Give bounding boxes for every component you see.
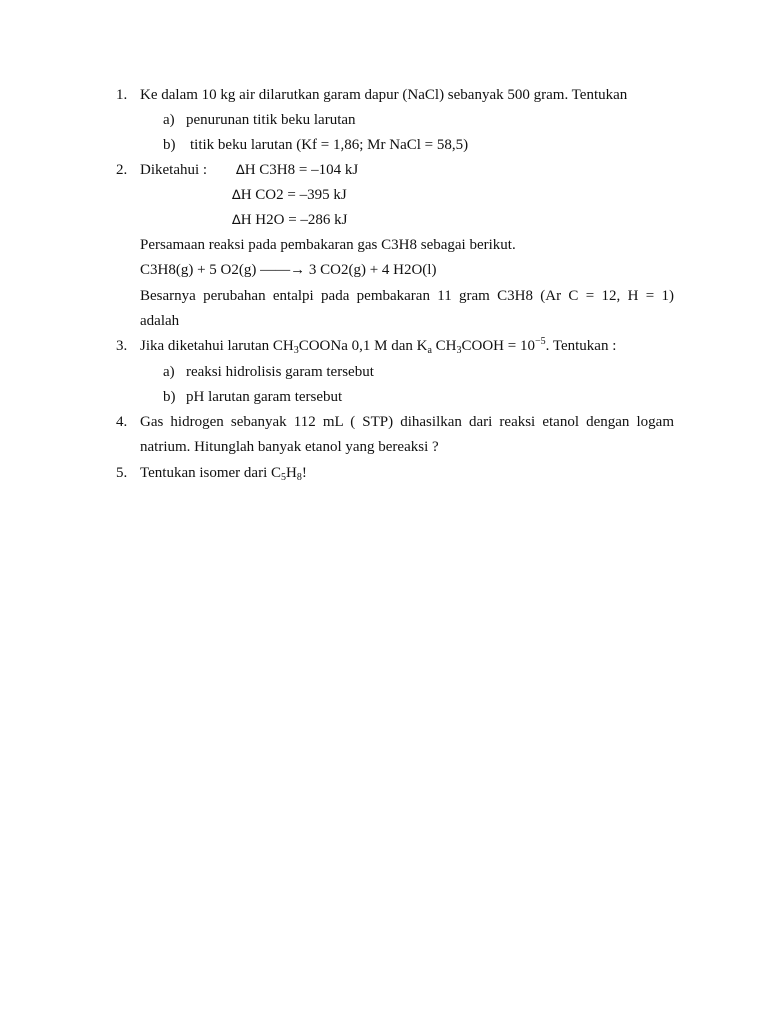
delta-icon: ∆ [232, 213, 241, 228]
q1-item-a-letter: a) [163, 112, 175, 128]
q1-item-a-text: penurunan titik beku larutan [186, 112, 356, 128]
q1-item-b-text: titik beku larutan (Kf = 1,86; Mr NaCl = 58,5) [190, 137, 469, 153]
delta-icon: ∆ [232, 188, 241, 203]
q2-question-line1: Besarnya perubahan entalpi pada pembakaran 11 gram C3H8 (Ar C = 12, H = 1) [140, 288, 674, 304]
q1-item-b-letter: b) [163, 137, 176, 153]
q3-text: Jika diketahui larutan $CH_3COONa$ 0,1 M dan $K_a$ $CH_3COOH = 10^{-5}$. Tentukan : [140, 336, 617, 356]
q3-number: 3. [116, 338, 128, 354]
q2-intro: Persamaan reaksi pada pembakaran gas C3H8 sebagai berikut. [140, 237, 516, 253]
q3-item-b-text: pH larutan garam tersebut [186, 389, 343, 405]
q1-text: Ke dalam 10 kg air dilarutkan garam dapur (NaCl) sebanyak 500 gram. Tentukan [140, 87, 628, 103]
q3-item-b-letter: b) [163, 389, 176, 405]
q2-enthalpy-co2: ∆H CO2 = –395 kJ [232, 187, 347, 203]
q5-text: Tentukan isomer dari $C_5H_8$! [140, 465, 307, 483]
q1-number: 1. [116, 87, 128, 103]
q2-enthalpy-c3h8: ∆H C3H8 = –104 kJ [236, 162, 359, 178]
q2-enthalpy-h2o: ∆H H2O = –286 kJ [232, 212, 348, 228]
q4-line1: Gas hidrogen sebanyak 112 mL ( STP) dihasilkan dari reaksi etanol dengan logam [140, 414, 674, 430]
q3-item-a-letter: a) [163, 364, 175, 380]
q2-question-line2: adalah [140, 313, 180, 329]
delta-icon: ∆ [236, 163, 245, 178]
q2-number: 2. [116, 162, 128, 178]
q2-label: Diketahui : [140, 162, 208, 178]
q3-item-a-text: reaksi hidrolisis garam tersebut [186, 364, 374, 380]
q4-number: 4. [116, 414, 128, 430]
q4-line2: natrium. Hitunglah banyak etanol yang bereaksi ? [140, 439, 439, 455]
q5-number: 5. [116, 465, 128, 481]
q2-equation: C3H8(g) + 5 O2(g) ——→ 3 CO2(g) + 4 H2O(l) [140, 262, 437, 278]
